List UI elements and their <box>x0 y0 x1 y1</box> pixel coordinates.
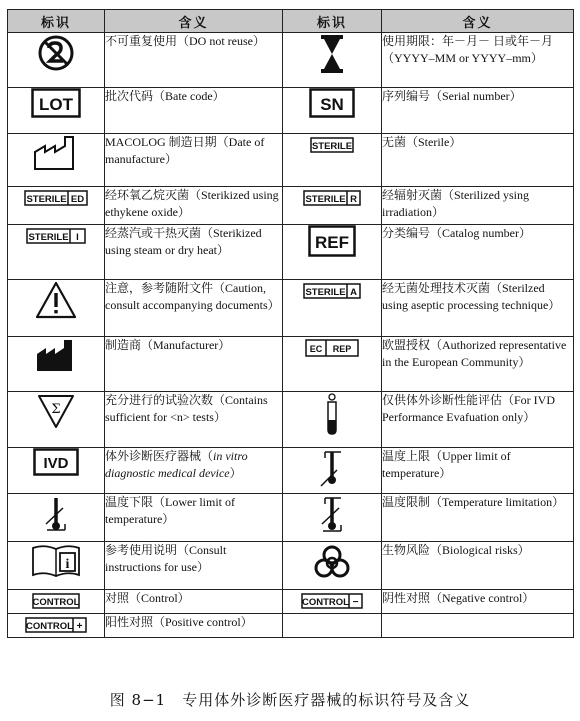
manufacturer-icon <box>34 337 78 373</box>
sterile-aseptic-icon <box>303 283 361 299</box>
table-row <box>8 280 574 337</box>
meaning-cell: 生物风险（Biological risks） <box>382 542 574 590</box>
reference-icon <box>308 225 356 257</box>
use-by-date-hourglass-icon <box>318 33 346 75</box>
header-meaning-left: 含义 <box>105 10 283 33</box>
svg-text:R: R <box>350 193 357 205</box>
table-row <box>8 614 574 638</box>
svg-text:Σ: Σ <box>51 402 61 417</box>
svg-text:REF: REF <box>315 233 349 252</box>
svg-text:I: I <box>76 231 79 243</box>
meaning-cell: 充分进行的试验次数（Contains sufficient for <n> tests） <box>105 392 283 448</box>
svg-text:A: A <box>350 286 357 298</box>
svg-text:−: − <box>352 596 359 608</box>
lot-icon <box>31 88 81 118</box>
header-meaning-right: 含义 <box>382 10 574 33</box>
svg-text:CONTROL: CONTROL <box>302 596 349 608</box>
temperature-limitation-icon <box>317 494 347 534</box>
ivd-performance-tube-icon <box>324 392 340 436</box>
meaning-cell: 欧盟授权（Authorized representative in the European Community） <box>382 337 574 392</box>
symbol-table <box>7 9 574 638</box>
empty-cell <box>283 614 382 638</box>
do-not-reuse-icon <box>36 33 76 73</box>
header-row <box>8 10 574 33</box>
table-row <box>8 88 574 134</box>
empty-cell <box>382 614 574 638</box>
table-row <box>8 494 574 542</box>
meaning-cell <box>105 448 283 494</box>
meaning-cell: MACOLOG 制造日期（Date of manufacture） <box>105 134 283 187</box>
svg-text:SN: SN <box>320 95 344 114</box>
negative-control-icon <box>301 593 363 609</box>
meaning-cell: 注意，参考随附文件（Caution, consult accompanying documents） <box>105 280 283 337</box>
svg-text:STERILE: STERILE <box>26 193 67 205</box>
figure-caption: 图 8−1 专用体外诊断医疗器械的标识符号及含义 <box>109 691 471 709</box>
serial-number-icon <box>309 88 355 118</box>
meaning-cell: 经蒸汽或干热灭菌（Sterikized using steam or dry heat） <box>105 225 283 280</box>
control-icon <box>32 593 80 609</box>
svg-text:STERILE: STERILE <box>28 231 69 243</box>
svg-text:STERILE: STERILE <box>305 286 346 298</box>
header-icon-right: 标识 <box>283 10 382 33</box>
meaning-text-cn: 体外诊断医疗器械（ <box>105 449 214 463</box>
meaning-cell: 序列编号（Serial number） <box>382 88 574 134</box>
table-row <box>8 337 574 392</box>
sterile-eo-icon <box>24 190 88 206</box>
meaning-cell: 经环氧乙烷灭菌（Sterikized using ethykene oxide） <box>105 187 283 225</box>
svg-text:+: + <box>76 620 83 632</box>
svg-text:CONTROL: CONTROL <box>32 596 80 608</box>
sterile-icon <box>310 137 354 153</box>
meaning-cell: 不可重复使用（DO not reuse） <box>105 33 283 88</box>
meaning-text-en: in vitro diagnostic medical device <box>105 449 248 480</box>
meaning-cell: 仅供体外诊断性能评估（For IVD Performance Evafuation only） <box>382 392 574 448</box>
table-row <box>8 187 574 225</box>
table-row <box>8 448 574 494</box>
svg-text:EC: EC <box>309 343 323 354</box>
table-row <box>8 225 574 280</box>
table-row <box>8 590 574 614</box>
meaning-cell: 对照（Control） <box>105 590 283 614</box>
biological-risk-icon <box>312 542 352 582</box>
meaning-cell: 无菌（Sterile） <box>382 134 574 187</box>
svg-text:LOT: LOT <box>39 95 73 114</box>
meaning-cell: 批次代码（Bate code） <box>105 88 283 134</box>
meaning-cell: 温度上限（Upper limit of temperature） <box>382 448 574 494</box>
table-row <box>8 542 574 590</box>
contains-sufficient-icon <box>36 392 76 430</box>
ec-rep-icon <box>305 339 359 357</box>
caution-icon <box>34 280 78 320</box>
meaning-cell: 阴性对照（Negative control） <box>382 590 574 614</box>
meaning-text-end: ） <box>229 466 242 480</box>
meaning-cell: 制造商（Manufacturer） <box>105 337 283 392</box>
meaning-cell: 使用期限：年－月－ 日或年－月（YYYY–MM or YYYY–mm） <box>382 33 574 88</box>
meaning-cell: 温度限制（Temperature limitation） <box>382 494 574 542</box>
meaning-cell: 参考使用说明（Consult instructions for use） <box>105 542 283 590</box>
sterile-steam-icon <box>26 228 86 244</box>
sterile-r-icon <box>303 190 361 206</box>
ivd-icon <box>33 448 79 476</box>
table-row <box>8 33 574 88</box>
svg-text:REP: REP <box>332 343 352 354</box>
header-icon-left: 标识 <box>8 10 105 33</box>
svg-text:i: i <box>65 557 70 572</box>
meaning-cell: 经无菌处理技术灭菌（Sterilzed using aseptic processing technique） <box>382 280 574 337</box>
meaning-cell: 经辐射灭菌（Sterilized ysing irradiation） <box>382 187 574 225</box>
meaning-cell: 阳性对照（Positive control） <box>105 614 283 638</box>
svg-text:ED: ED <box>70 193 85 205</box>
meaning-cell: 分类编号（Catalog number） <box>382 225 574 280</box>
table-row <box>8 134 574 187</box>
svg-text:CONTROL: CONTROL <box>26 620 73 632</box>
meaning-cell: 温度下限（Lower limit of temperature） <box>105 494 283 542</box>
svg-text:STERILE: STERILE <box>305 193 346 205</box>
lower-temperature-icon <box>41 494 71 534</box>
upper-temperature-icon <box>317 448 347 488</box>
svg-text:IVD: IVD <box>43 455 69 472</box>
svg-text:STERILE: STERILE <box>311 140 353 152</box>
consult-instructions-icon <box>30 542 82 578</box>
positive-control-icon <box>25 617 87 633</box>
table-row <box>8 392 574 448</box>
date-of-manufacture-icon <box>32 134 80 172</box>
